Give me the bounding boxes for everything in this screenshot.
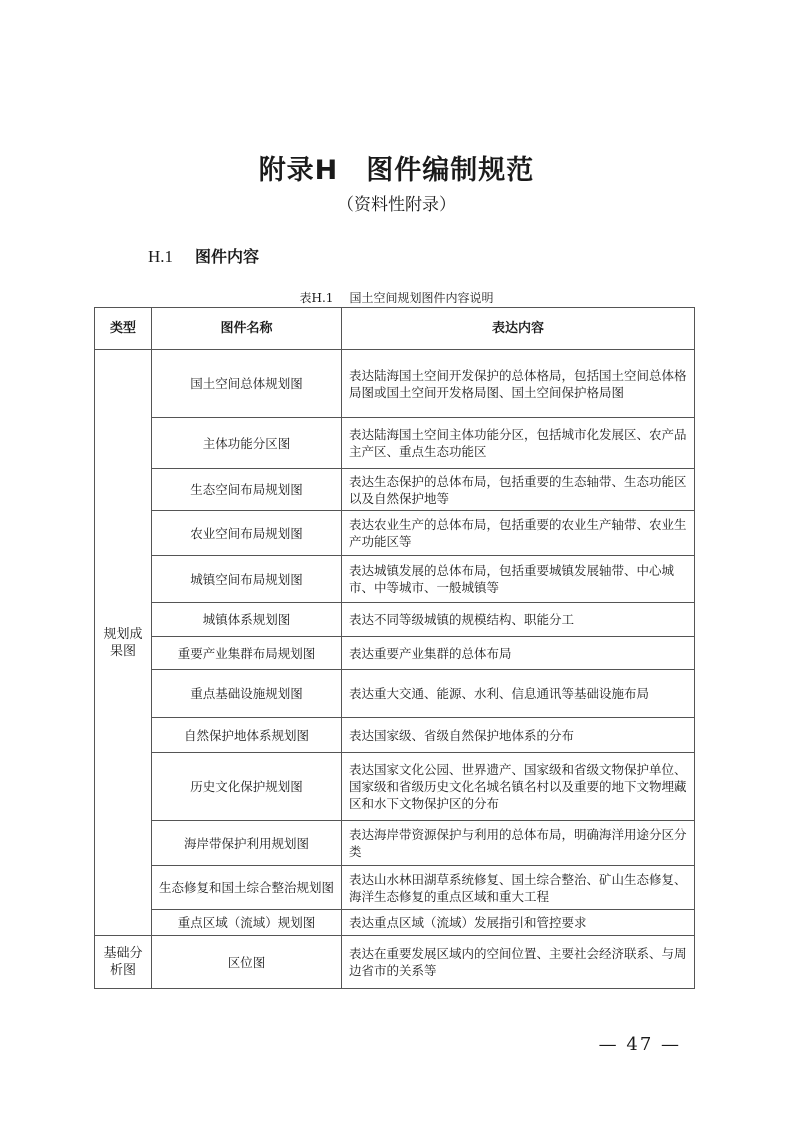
table-header-row — [95, 308, 695, 350]
figure-name-cell: 主体功能分区图 — [152, 418, 342, 469]
header-content: 表达内容 — [342, 308, 695, 350]
table-row — [95, 469, 695, 511]
content-cell: 表达国家文化公园、世界遗产、国家级和省级文物保护单位、国家级和省级历史文化名城名镇名村以及重要的地下文物埋藏区和水下文物保护区的分布 — [342, 753, 695, 821]
table-row — [95, 670, 695, 718]
category-cell: 基础分析图 — [95, 936, 152, 989]
content-cell: 表达生态保护的总体布局，包括重要的生态轴带、生态功能区以及自然保护地等 — [342, 469, 695, 511]
figure-name-cell: 生态空间布局规划图 — [152, 469, 342, 511]
table-row — [95, 603, 695, 637]
table-row — [95, 910, 695, 936]
section-heading — [148, 244, 259, 267]
content-cell: 表达不同等级城镇的规模结构、职能分工 — [342, 603, 695, 637]
content-cell: 表达重要产业集群的总体布局 — [342, 637, 695, 670]
section-number: H.1 — [148, 247, 174, 266]
page-number: — 47 — — [598, 1034, 681, 1055]
figure-name-cell: 生态修复和国土综合整治规划图 — [152, 866, 342, 910]
figure-content-table — [94, 307, 695, 989]
content-cell: 表达重点区域（流域）发展指引和管控要求 — [342, 910, 695, 936]
figure-name-cell: 农业空间布局规划图 — [152, 511, 342, 556]
header-type: 类型 — [95, 308, 152, 350]
table-row — [95, 866, 695, 910]
content-cell: 表达陆海国土空间开发保护的总体格局，包括国土空间总体格局图或国土空间开发格局图、国土空间保护格局图 — [342, 350, 695, 418]
figure-name-cell: 历史文化保护规划图 — [152, 753, 342, 821]
table-row — [95, 511, 695, 556]
figure-name-cell: 重点基础设施规划图 — [152, 670, 342, 718]
figure-name-cell: 城镇空间布局规划图 — [152, 556, 342, 603]
table-row — [95, 753, 695, 821]
content-cell: 表达陆海国土空间主体功能分区，包括城市化发展区、农产品主产区、重点生态功能区 — [342, 418, 695, 469]
section-title: 图件内容 — [195, 247, 260, 266]
content-cell: 表达国家级、省级自然保护地体系的分布 — [342, 718, 695, 753]
figure-name-cell: 重点区域（流域）规划图 — [152, 910, 342, 936]
category-cell: 规划成果图 — [95, 350, 152, 936]
content-cell: 表达重大交通、能源、水利、信息通讯等基础设施布局 — [342, 670, 695, 718]
content-cell: 表达在重要发展区域内的空间位置、主要社会经济联系、与周边省市的关系等 — [342, 936, 695, 989]
figure-name-cell: 海岸带保护利用规划图 — [152, 821, 342, 866]
figure-name-cell: 城镇体系规划图 — [152, 603, 342, 637]
content-cell: 表达海岸带资源保护与利用的总体布局，明确海洋用途分区分类 — [342, 821, 695, 866]
figure-name-cell: 重要产业集群布局规划图 — [152, 637, 342, 670]
appendix-title: 附录H 图件编制规范 — [258, 155, 535, 186]
appendix-subtitle: （资料性附录） — [337, 195, 456, 215]
table-row — [95, 350, 695, 418]
figure-name-cell: 国土空间总体规划图 — [152, 350, 342, 418]
table-caption-number: 表H.1 — [299, 291, 334, 305]
table-row — [95, 718, 695, 753]
table-row — [95, 821, 695, 866]
table-caption-title: 国土空间规划图件内容说明 — [349, 291, 494, 305]
content-cell: 表达农业生产的总体布局，包括重要的农业生产轴带、农业生产功能区等 — [342, 511, 695, 556]
table-row — [95, 556, 695, 603]
header-figure-name: 图件名称 — [152, 308, 342, 350]
table-row — [95, 637, 695, 670]
figure-name-cell: 自然保护地体系规划图 — [152, 718, 342, 753]
figure-name-cell: 区位图 — [152, 936, 342, 989]
table-row — [95, 936, 695, 989]
table-row — [95, 418, 695, 469]
table-caption — [0, 289, 793, 306]
content-cell: 表达山水林田湖草系统修复、国土综合整治、矿山生态修复、海洋生态修复的重点区域和重大工程 — [342, 866, 695, 910]
content-cell: 表达城镇发展的总体布局，包括重要城镇发展轴带、中心城市、中等城市、一般城镇等 — [342, 556, 695, 603]
